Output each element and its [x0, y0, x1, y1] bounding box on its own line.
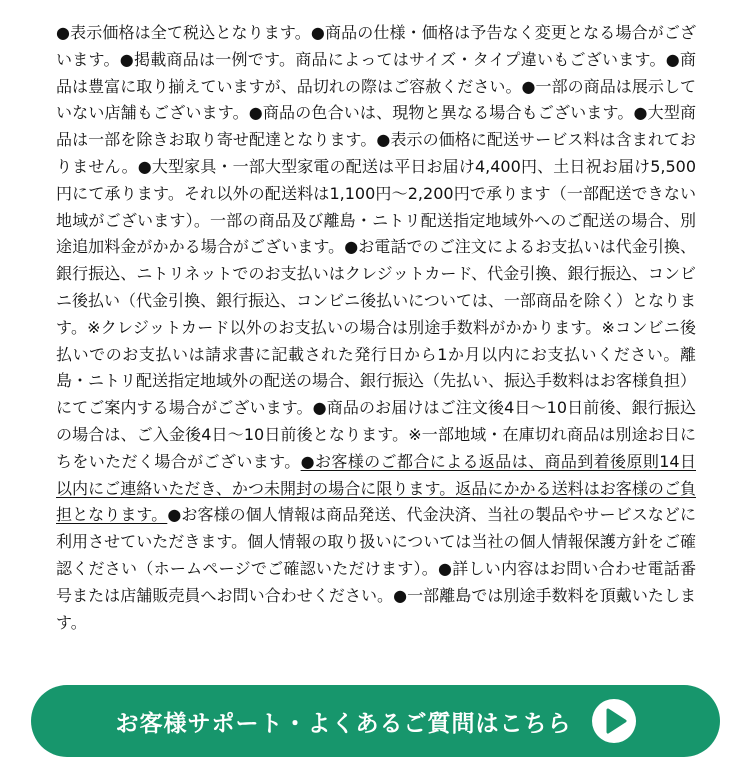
notice-text — [56, 20, 696, 636]
notice-text-before: ●表示価格は全て税込となります。●商品の仕様・価格は予告なく変更となる場合がございます。●掲載商品は一例です。商品によってはサイズ・タイプ違いもございます。●商品は豊富に取り揃えていますが、品切れの際はご容赦ください。●一部の商品は展示していない店舗もございます。●商品の色合いは、現物と異なる場合もございます。●大型商品は一部を除きお取り寄せ配達となります。●表示の価格に配送サービス料は含まれておりません。●大型家具・一部大型家電の配送は平日お届け4,400円、土日祝お届け5,500円にて承ります。それ以外の配送料は1,100円～2,200円で承ります（一部配送できない地域がございます）。一部の商品及び離島・ニトリ配送指定地域外へのご配送の場合、別途追加料金がかかる場合がございます。●お電話でのご注文によるお支払いは代金引換、銀行振込、ニトリネットでのお支払いはクレジットカード、代金引換、銀行振込、コンビニ後払い（代金引換、銀行振込、コンビニ後払いについては、一部商品を除く）となります。※クレジットカード以外のお支払いの場合は別途手数料がかかります。※コンビニ後払いでのお支払いは請求書に記載された発行日から1か月以内にお支払いください。離島・ニトリ配送指定地域外の配送の場合、銀行振込（先払い、振込手数料はお客様負担）にてご案内する場合がございます。●商品のお届けはご注文後4日～10日前後、銀行振込の場合は、ご入金後4日～10日前後となります。※一部地域・在庫切れ商品は別途お日にちをいただく場合がございます。 — [56, 23, 697, 471]
support-faq-label: お客様サポート・よくあるご質問はこちら — [115, 710, 572, 737]
support-faq-button[interactable] — [31, 685, 720, 757]
play-circle-icon — [592, 699, 636, 743]
returns-policy-text: ●お客様のご都合による返品は、商品到着後原則14日以内にご連絡いただき、かつ未開封の場合に限ります。返品にかかる送料はお客様のご負担となります。 — [56, 451, 696, 525]
notice-text-after: ●お客様の個人情報は商品発送、代金決済、当社の製品やサービスなどに利用させていただきます。個人情報の取り扱いについては当社の個人情報保護方針をご確認ください（ホームページでご確認いただけます）。●詳しい内容はお問い合わせ電話番号または店舗販売員へお問い合わせください。●一部離島では別途手数料を頂戴いたします。 — [56, 505, 696, 632]
